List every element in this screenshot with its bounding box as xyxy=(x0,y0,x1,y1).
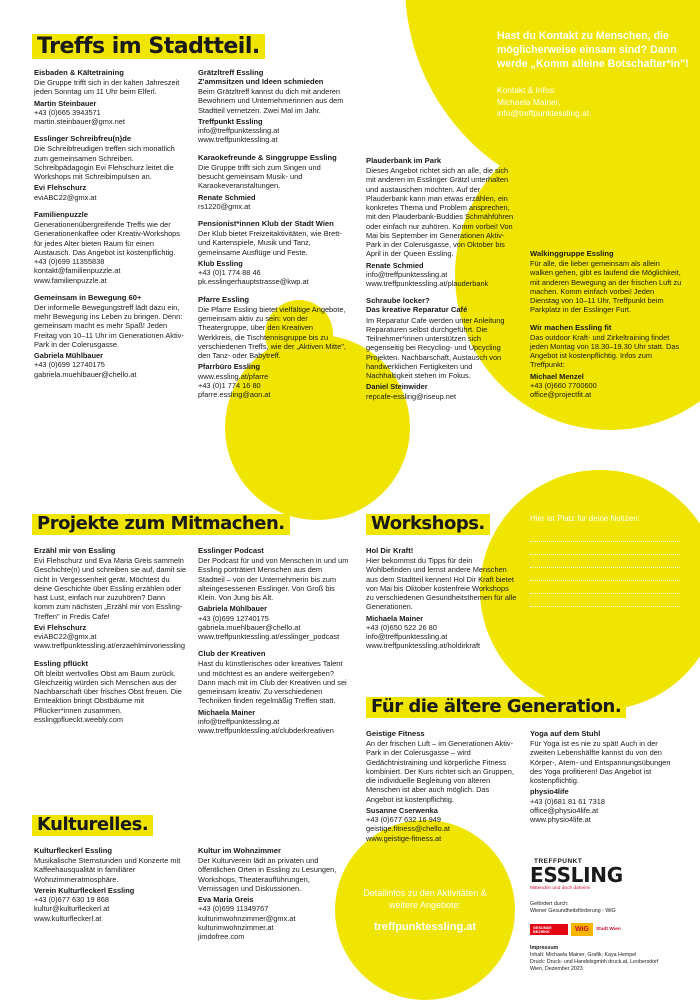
block-title: Walkinggruppe Essling xyxy=(530,249,614,258)
section-title-projekte: Projekte zum Mitmachen. xyxy=(32,514,290,535)
info-block xyxy=(530,249,682,315)
info-block xyxy=(34,210,184,285)
info-block xyxy=(366,729,516,843)
block-contact-person: Susanne Cserwenka xyxy=(366,805,438,815)
logo-tagline: Mittendrin und doch daheim! xyxy=(530,886,591,891)
notes-line xyxy=(530,555,680,568)
block-body: Dieses Angebot richtet sich an alle, die sich mit anderen im Esslinger Grätzl unterhalten und austauschen möchten. Auf der Plauderbank kann man etwas erzählen, ein konkretes Thema und Problem ansprechen, mit den Plauderbank-Buddies Schmähführen oder einfach nur zuhören. Komm vorbei! Von Mai bis September im Generationen Aktiv-Park in der Colerusgasse, von Oktober bis April in der Queen Essling. xyxy=(366,166,514,259)
block-title: Yoga auf dem Stuhl xyxy=(530,729,601,738)
funded-by: Gefördert durch: Wiener Gesundheitsförderung - WiG xyxy=(530,901,616,914)
block-contact-person: Renate Schmied xyxy=(366,260,424,270)
block-contact-person: Gabriela Mühlbauer xyxy=(198,604,267,614)
block-contact-details[interactable]: repcafe-essling@riseup.net xyxy=(366,391,457,401)
info-block xyxy=(198,295,348,400)
block-contact-details[interactable]: info@treffpunktessling.at www.treffpunktessling.at/plauderbank xyxy=(366,269,489,289)
block-contact-person: Gabriela Mühlbauer xyxy=(34,351,103,361)
block-body: An der frischen Luft – im Generationen Aktiv-Park in der Colerusgasse – wird Gedächtnistraining und körperliche Fitness kombiniert. Der Kurs richtet sich an Gruppen, die individuelle Begleitung von älteren Menschen ist aber auch möglich. Das Angebot ist kostenpflichtig. xyxy=(366,739,514,804)
callout-heading: Hast du Kontakt zu Menschen, die möglicherweise einsam sind? Dann werde „Komm alleine Botschafter*in"! xyxy=(497,30,689,70)
block-title: Club der Kreativen xyxy=(198,649,266,659)
block-contact-person: Renate Schmied xyxy=(198,192,256,202)
callout-contact-email[interactable]: info@treffpunktessling.at xyxy=(497,107,590,118)
impressum-title: Impressum xyxy=(530,945,559,951)
notes-line xyxy=(530,568,680,581)
callout xyxy=(497,30,697,119)
block-body: Für alle, die lieber gemeinsam als allein walken gehen, gibt es laufend die Möglichkeit, mit anderen Bewegung an der frischen Luft zu machen. Komm einfach vorbei! Jeden Dienstag von 10–11 Uhr, Treffpunkt beim Parkplatz in der Esslinger Furt. xyxy=(530,259,682,315)
block-contact-details[interactable]: +43 (0)677 632 16 949 geistige.fitness@chello.at www.geistige-fitness.at xyxy=(366,815,450,843)
block-title: Grätzltreff Essling Z'ammsitzen und Ideen schmieden xyxy=(198,68,324,87)
block-body: Der informelle Bewegungstreff lädt dazu ein, mehr Bewegung ins Leben zu bringen. Denn: gemeinsam macht es mehr Spaß! Jeden Freitag von 10–11 Uhr im Generationen Aktiv-Park in der Colerusgasse. xyxy=(34,302,184,349)
projekte-column-2 xyxy=(198,546,350,743)
block-contact-person: Michaela Mainer xyxy=(366,613,424,623)
info-block xyxy=(34,134,184,202)
section-title-workshops: Workshops. xyxy=(366,514,490,535)
notes-line xyxy=(530,529,680,542)
info-block xyxy=(366,156,518,288)
block-title: Esslinger Schreibfreu(n)de xyxy=(34,134,132,144)
block-title: Plauderbank im Park xyxy=(366,156,442,165)
workshops-column xyxy=(366,546,518,659)
section-title-generation: Für die ältere Generation. xyxy=(366,697,626,718)
block-contact-person: Evi Flehschurz xyxy=(34,622,87,632)
block-contact-person: Evi Flehschurz xyxy=(34,183,87,193)
block-body: Die Gruppe trifft sich in der kalten Jahreszeit jeden Sonntag um 11 Uhr beim Elferl. xyxy=(34,78,180,97)
treffs-column-2 xyxy=(198,68,348,407)
kultur-column-2 xyxy=(198,846,350,949)
block-contact-person: Klub Essling xyxy=(198,258,243,268)
block-contact-details[interactable]: +43 (0)665 3943571 martin.steinbauer@gmx.net xyxy=(34,107,125,127)
section-title-treffs: Treffs im Stadtteil. xyxy=(32,34,265,59)
notes-line xyxy=(530,542,680,555)
bottom-info-text: Detailinfos zu den Aktivitäten & weitere Angebote: xyxy=(363,888,487,910)
section-title-kultur: Kulturelles. xyxy=(32,815,153,836)
info-block xyxy=(198,649,350,735)
stadt-wien-badge: Stadt Wien xyxy=(595,926,621,932)
block-title: Hol Dir Kraft! xyxy=(366,546,414,555)
block-title: Wir machen Essling fit xyxy=(530,322,612,332)
block-contact-person: Pfarrbüro Essling xyxy=(198,362,261,372)
info-block xyxy=(198,68,348,145)
sponsor-logos xyxy=(530,920,630,938)
block-title: Karaokefreunde & Singgruppe Essling xyxy=(198,152,337,162)
info-block xyxy=(530,729,682,824)
block-contact-details[interactable]: +43 (0)677 630 19 868 kultur@kulturfleckerl.at www.kulturfleckerl.at xyxy=(34,895,110,923)
block-body: Die Pfarre Essling bietet vielfältige Angebote, gemeinsam aktiv zu sein: von der Theatergruppe, über den Kreativen Werkkreis, die Tischtennisgruppe bis zu verschiedenen Treffs, wie der „Aktiven Mitte", den Tanz- oder Babytreff. xyxy=(198,304,346,361)
block-contact-details[interactable]: www.essling.at/pfarre +43 (0)1 774 16 80 pfarre.essling@aon.at xyxy=(198,371,271,400)
notes-line xyxy=(530,581,680,594)
bottom-info xyxy=(345,888,505,933)
info-block xyxy=(530,323,682,400)
logo xyxy=(530,858,690,891)
block-contact-person: Michael Menzel xyxy=(530,371,584,381)
block-title: Esslinger Podcast xyxy=(198,546,264,555)
block-body: Das outdoor Kraft- und Zirkeltraining findet jeden Montag von 18.30–19.30 Uhr statt. Das Angebot ist kostenpflichtig. Infos zum Treffpunkt: xyxy=(530,332,680,370)
block-contact-person: Martin Steinbauer xyxy=(34,98,97,108)
info-block xyxy=(34,68,184,126)
info-block xyxy=(366,546,518,651)
info-block xyxy=(198,846,350,941)
block-title: Pensionist*innen Klub der Stadt Wien xyxy=(198,219,334,229)
bottom-info-url[interactable]: treffpunktessling.at xyxy=(373,921,477,934)
block-title: Eisbaden & Kältetraining xyxy=(34,68,124,77)
block-contact-person: physio4life xyxy=(530,787,569,797)
block-contact-details[interactable]: info@treffpunktessling.at www.treffpunktessling.at/clubderkreativen xyxy=(198,716,334,736)
treffs-column-4 xyxy=(530,249,682,407)
block-contact-details[interactable]: +43 (0)699 12740175 gabriela.muehlbauer@chello.at xyxy=(34,360,137,379)
logo-top: TREFFPUNKT xyxy=(534,858,583,865)
block-body: Die Gruppe trifft sich zum Singen und besucht gemeinsam Musik- und Karaokeveranstaltungen. xyxy=(198,162,321,191)
info-block xyxy=(198,546,350,641)
notes-area xyxy=(530,514,680,607)
block-title: Geistige Fitness xyxy=(366,729,425,738)
generation-column-2 xyxy=(530,729,682,832)
block-contact-person: Daniel Steinwider xyxy=(366,382,428,392)
block-contact-details[interactable]: +43 (0)699 12740175 gabriela.muehlbauer@chello.at www.treffpunktessling.at/esslinger_podcast xyxy=(198,613,340,642)
block-contact-person: Treffpunkt Essling xyxy=(198,116,263,126)
block-title: Schraube locker? Das kreative Reparatur Café xyxy=(366,296,468,315)
block-body: Hier bekommst du Tipps für dein Wohlbefinden und lernst andere Menschen aus dem Stadtteil kennen! Hol Dir Kraft bietet von Mai bis Oktober kostenfreie Workshops zu verschiedenen Gesundheitsthemen für alle Generationen. xyxy=(366,556,517,612)
block-body: Oft bleibt wertvolles Obst am Baum zurück. Gleichzeitig würden sich Menschen aus der Nachbarschaft über frisches Obst freuen. Die Ernteaktion bringt Obstbäume mit Pflücker*innen zusammen. xyxy=(34,668,182,715)
info-block xyxy=(34,846,186,923)
block-body: Beim Grätzltreff kannst du dich mit anderen Bewohnern und Unternehmerinnen aus dem Stadtteil vernetzen. Zwei Mal im Jahr. xyxy=(198,87,344,115)
projekte-column-1 xyxy=(34,546,186,732)
block-body: Hast du künstlerisches oder kreatives Talent und möchtest es an andere weitergeben? Dann mach mit im Club der Kreativen und sei gemeinsam kreativ. Zu verschiedenen Techniken finden regelmäßig Treffen statt. xyxy=(198,659,347,706)
treffs-column-3 xyxy=(366,156,518,409)
treffs-column-1 xyxy=(34,68,184,387)
block-body: Für Yoga ist es nie zu spät! Auch in der zweiten Lebenshälfte kannst du von den Körper-, Atem- und Entspannungsübungen des Yoga profitieren! Das Angebot ist kostenpflichtig. xyxy=(530,739,671,786)
notes-line xyxy=(530,594,680,607)
block-body: Der Kulturverein lädt an privaten und öffentlichen Orten in Essling zu Lesungen, Workshops, Theateraufführungen, Vernissagen und Diskussionen. xyxy=(198,856,337,893)
block-body: Evi Flehschurz und Eva Maria Greis sammeln Geschichte(n) und schreiben sie auf, damit sie nicht in Vergessenheit gerät. Möchtest du deine Geschichte über Essling erzählen oder hast Lust, einfach nur zuzuhören? Dann komm zum nächsten „Erzähl mir von Essling-Treffen" in Fredis Cafe! xyxy=(34,556,186,621)
info-block xyxy=(34,659,186,725)
block-contact-details[interactable]: eviABC22@gmx.at xyxy=(34,192,97,202)
block-contact-details[interactable]: +43 (0)650 522 26 80 info@treffpunktessling.at www.treffpunktessling.at/holdirkraft xyxy=(366,622,481,651)
block-contact-details[interactable]: eviABC22@gmx.at www.treffpunktessling.at/erzaehlmirvonessling xyxy=(34,632,186,651)
block-body: Der Klub bietet Freizeitaktivitäten, wie Brett- und Kartenspiele, Musik und Tanz, gemeinsame Ausflüge und Feste. xyxy=(198,229,342,257)
block-contact-person: Eva Maria Greis xyxy=(198,895,254,905)
wig-badge: WiG xyxy=(571,923,593,936)
gesunde-bezirke-badge: GESUNDE BEZIRKE xyxy=(530,924,568,935)
info-block xyxy=(34,546,186,651)
block-body: Musikalische Sternstunden und Konzerte mit Kaffeehausqualität in familiärer Wohnzimmeratmosphäre. xyxy=(34,856,181,884)
kultur-column-1 xyxy=(34,846,186,931)
block-title: Gemeinsam in Bewegung 60+ xyxy=(34,292,142,302)
block-contact-person: Verein Kulturfleckerl Essling xyxy=(34,885,135,895)
block-title: Erzähl mir von Essling xyxy=(34,546,116,555)
logo-main: ESSLING xyxy=(530,863,623,887)
block-body: Im Reparatur Cafe werden unter Anleitung Reparaturen selbst durchgeführt. Die Teilnehmer*innen unterstützen sich gegenseitig bei Recycling- und Upcycling Projekten. Nachbarschaft, Austausch von handwerklichen Fertigkeiten und Nachhaltigkeit stehen im Fokus. xyxy=(366,315,505,381)
block-contact-details[interactable]: rs1220@gmx.at xyxy=(198,201,251,211)
callout-contact-name: Michaela Mainer, xyxy=(497,96,561,107)
block-contact-details[interactable]: info@treffpunktessling.at www.treffpunktessling.at xyxy=(198,126,280,145)
block-contact-details[interactable]: +43 (0)681 81 61 7318 office@physio4life.at www.physio4life.at xyxy=(530,796,605,825)
block-contact-details[interactable]: +43 (0)699 11349767 kulturimwohnzimmer@gmx.at kulturimwohnzimmer.at jimdofree.com xyxy=(198,904,296,942)
block-title: Essling pflückt xyxy=(34,658,89,668)
block-title: Kulturfleckerl Essling xyxy=(34,846,113,855)
block-body: Der Podcast für und von Menschen in und um Essling porträtiert Menschen aus dem Stadtteil – von der Unternehmerin bis zum alteingesessenen Esslinger. Von Groß bis Klein. Von Jung bis Alt. xyxy=(198,556,349,603)
block-body: Generationenübergreifende Treffs wie der Generationenkaffee oder Kreativ-Workshops für jedes Alter bieten Raum für einen Austausch. Das Angebot ist kostenpflichtig. xyxy=(34,220,180,257)
block-contact-person: Michaela Mainer xyxy=(198,707,256,717)
block-title: Pfarre Essling xyxy=(198,294,250,304)
block-title: Kultur im Wohnzimmer xyxy=(198,846,281,855)
info-block xyxy=(366,296,518,400)
impressum-text: Inhalt: Michaela Mainer, Grafik: Kaya Hempel Druck: Druck- und Handelsgmbh druck.at, Leobersdorf Wien, Dezember 2023 xyxy=(530,951,659,972)
block-contact-details[interactable]: +43 (0)660 7700600 office@projectfit.at xyxy=(530,380,597,400)
block-contact-details[interactable]: +43 (0)699 11355838 kontakt@familienpuzzle.at www.familienpuzzle.at xyxy=(34,257,121,285)
block-contact-details[interactable]: esslingpflueckt.weebly.com xyxy=(34,714,124,724)
callout-contact-label: Kontakt & Infos: xyxy=(497,85,557,96)
generation-column-1 xyxy=(366,729,516,851)
impressum xyxy=(530,945,695,973)
block-body: Die Schreibfreudigen treffen sich monatlich zum gemeinsamen Schreiben. Schreibpädagogin Evi Flehschurz leitet die Workshops mit Schreibimpulsen an. xyxy=(34,144,175,182)
info-block xyxy=(198,153,348,211)
block-title: Familienpuzzle xyxy=(34,209,89,219)
info-block xyxy=(198,219,348,287)
info-block xyxy=(34,293,184,379)
notes-label: Hier ist Platz für deine Notizen: xyxy=(530,514,640,523)
block-contact-details[interactable]: +43 (0)1 774 88 46 pk.esslingerhauptstrasse@kwp.at xyxy=(198,268,309,287)
